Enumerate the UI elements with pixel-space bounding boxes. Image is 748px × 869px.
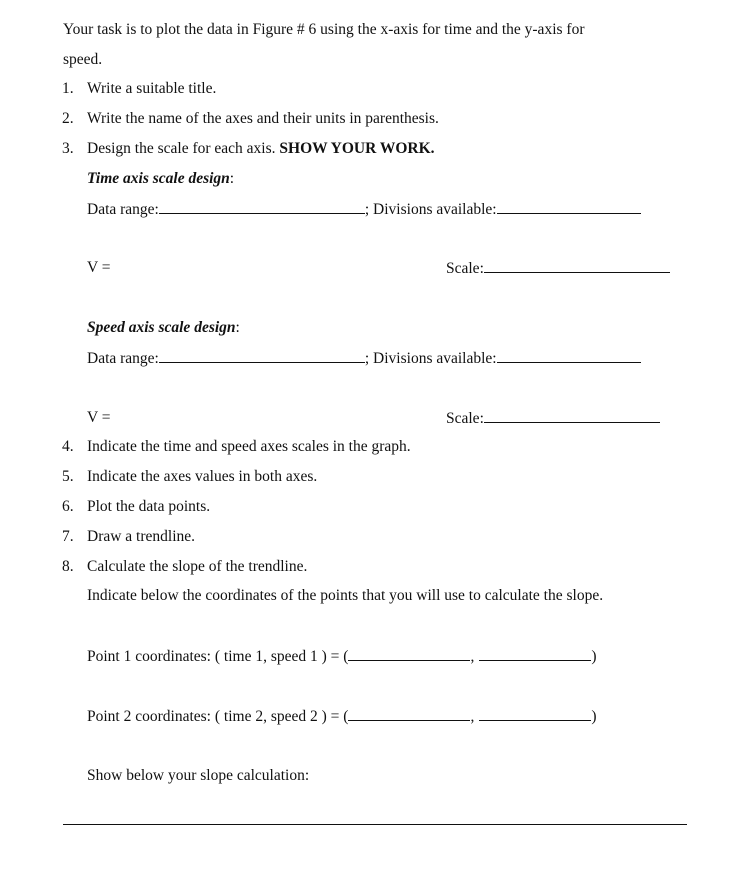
speed-data-range-blank[interactable]: [159, 348, 365, 363]
step-text: Design the scale for each axis.: [87, 140, 276, 157]
step-text: Plot the data points.: [87, 498, 211, 515]
step-text: Write the name of the axes and their units in parenthesis.: [87, 110, 439, 127]
speed-divisions-label: ; Divisions available:: [364, 350, 497, 367]
step-text: Draw a trendline.: [87, 528, 196, 545]
point-2-row: [87, 706, 596, 727]
step-number: 8.: [62, 558, 74, 575]
speed-axis-heading: Speed axis scale design:: [87, 319, 240, 336]
step-emphasis: SHOW YOUR WORK.: [279, 140, 435, 157]
speed-scale-blank[interactable]: [484, 408, 660, 423]
intro-line-1: Your task is to plot the data in Figure # 6 using the x-axis for time and the y-axis for: [63, 21, 585, 38]
step-number: 5.: [62, 468, 74, 485]
step-text: Write a suitable title.: [87, 80, 217, 97]
step-number: 7.: [62, 528, 74, 545]
step-number: 3.: [62, 140, 74, 157]
point-1-time-blank[interactable]: [348, 646, 470, 661]
step-number: 1.: [62, 80, 74, 97]
comma: ,: [470, 708, 475, 725]
point-1-speed-blank[interactable]: [479, 646, 591, 661]
slope-instruction: Indicate below the coordinates of the points that you will use to calculate the slope.: [87, 587, 604, 604]
time-axis-heading: Time axis scale design:: [87, 170, 235, 187]
step-number: 2.: [62, 110, 74, 127]
speed-data-range-row: [87, 348, 641, 369]
step-number: 4.: [62, 438, 74, 455]
time-divisions-label: ; Divisions available:: [364, 201, 497, 218]
step-text: Indicate the axes values in both axes.: [87, 468, 318, 485]
close-paren: ): [591, 648, 597, 665]
step-text: Indicate the time and speed axes scales in the graph.: [87, 438, 411, 455]
point-1-label: Point 1 coordinates: ( time 1, speed 1 ) = (: [87, 648, 349, 665]
intro-line-2: speed.: [63, 51, 103, 68]
time-data-range-row: [87, 199, 641, 220]
point-2-time-blank[interactable]: [348, 706, 470, 721]
time-scale-row: [446, 258, 670, 279]
time-data-range-blank[interactable]: [159, 199, 365, 214]
time-v-label: V =: [87, 259, 111, 276]
time-divisions-blank[interactable]: [497, 199, 641, 214]
step-text: Calculate the slope of the trendline.: [87, 558, 308, 575]
close-paren: ): [591, 708, 597, 725]
speed-divisions-blank[interactable]: [497, 348, 641, 363]
point-2-speed-blank[interactable]: [479, 706, 591, 721]
speed-scale-row: [446, 408, 660, 429]
time-scale-blank[interactable]: [484, 258, 670, 273]
comma: ,: [470, 648, 475, 665]
point-1-row: [87, 646, 596, 667]
speed-data-range-label: Data range:: [87, 350, 159, 367]
time-scale-label: Scale:: [446, 260, 484, 277]
speed-scale-label: Scale:: [446, 410, 484, 427]
slope-calc-label: Show below your slope calculation:: [87, 767, 310, 784]
point-2-label: Point 2 coordinates: ( time 2, speed 2 ) = (: [87, 708, 349, 725]
speed-v-label: V =: [87, 409, 111, 426]
step-number: 6.: [62, 498, 74, 515]
time-data-range-label: Data range:: [87, 201, 159, 218]
slope-calc-answer-line[interactable]: [63, 824, 687, 825]
